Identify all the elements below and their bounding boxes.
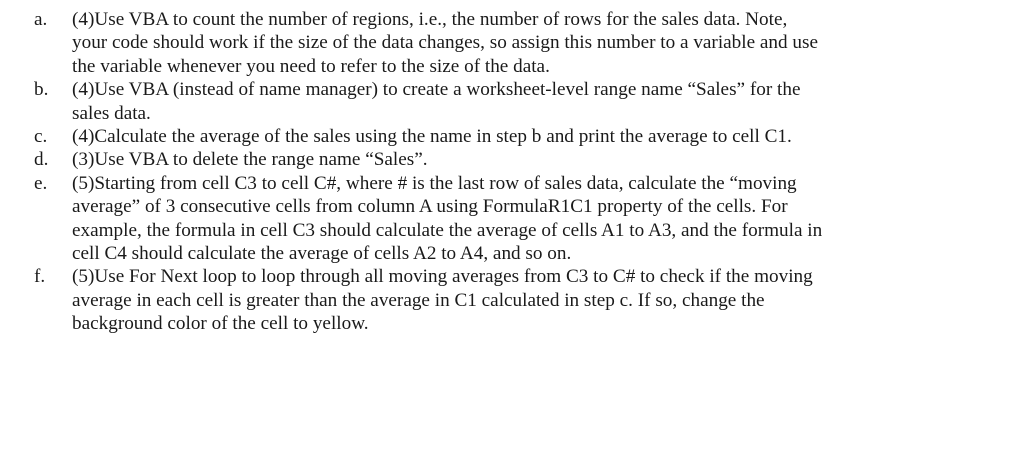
text-line: (4)Calculate the average of the sales using the name in step b and print the average to cell C1.	[72, 126, 792, 148]
text-line: (4)Use VBA to count the number of regions, i.e., the number of rows for the sales data. Note,	[72, 9, 788, 30]
text-line: (4)Use VBA (instead of name manager) to create a worksheet-level range name “Sales” for the	[72, 79, 801, 101]
text-line: (5)Use For Next loop to loop through all moving averages from C3 to C# to check if the moving	[72, 266, 813, 288]
list-item-text	[72, 148, 994, 171]
list-item-text	[72, 8, 994, 78]
text-line: average” of 3 consecutive cells from column A using FormulaR1C1 property of the cells. For	[72, 196, 788, 218]
list-marker: c.	[34, 126, 48, 148]
assignment-instructions	[34, 8, 994, 336]
list-marker: f.	[34, 266, 46, 288]
list-item-f	[34, 265, 994, 335]
text-line: (3)Use VBA to delete the range name “Sales”.	[72, 149, 428, 171]
text-line: example, the formula in cell C3 should calculate the average of cells A1 to A3, and the formula in	[72, 219, 823, 241]
list-item-a	[34, 8, 994, 78]
list-marker: d.	[34, 149, 49, 171]
text-line: (5)Starting from cell C3 to cell C#, where # is the last row of sales data, calculate the “moving	[72, 172, 797, 194]
list-item-e	[34, 172, 994, 266]
text-line: the variable whenever you need to refer to the size of the data.	[72, 55, 550, 77]
list-item-d	[34, 148, 994, 171]
list-item-text	[72, 265, 994, 335]
list-item-c	[34, 125, 994, 148]
list-marker: a.	[34, 9, 48, 30]
list-marker: e.	[34, 172, 48, 194]
text-line: cell C4 should calculate the average of cells A2 to A4, and so on.	[72, 243, 572, 265]
list-marker: b.	[34, 79, 49, 101]
text-line: your code should work if the size of the data changes, so assign this number to a variable and use	[72, 32, 818, 54]
list-item-text	[72, 125, 994, 148]
text-line: average in each cell is greater than the average in C1 calculated in step c. If so, change the	[72, 289, 765, 311]
text-line: sales data.	[72, 102, 151, 124]
list-item-b	[34, 78, 994, 125]
text-line: background color of the cell to yellow.	[72, 313, 369, 335]
list-item-text	[72, 172, 994, 266]
list-item-text	[72, 78, 994, 125]
